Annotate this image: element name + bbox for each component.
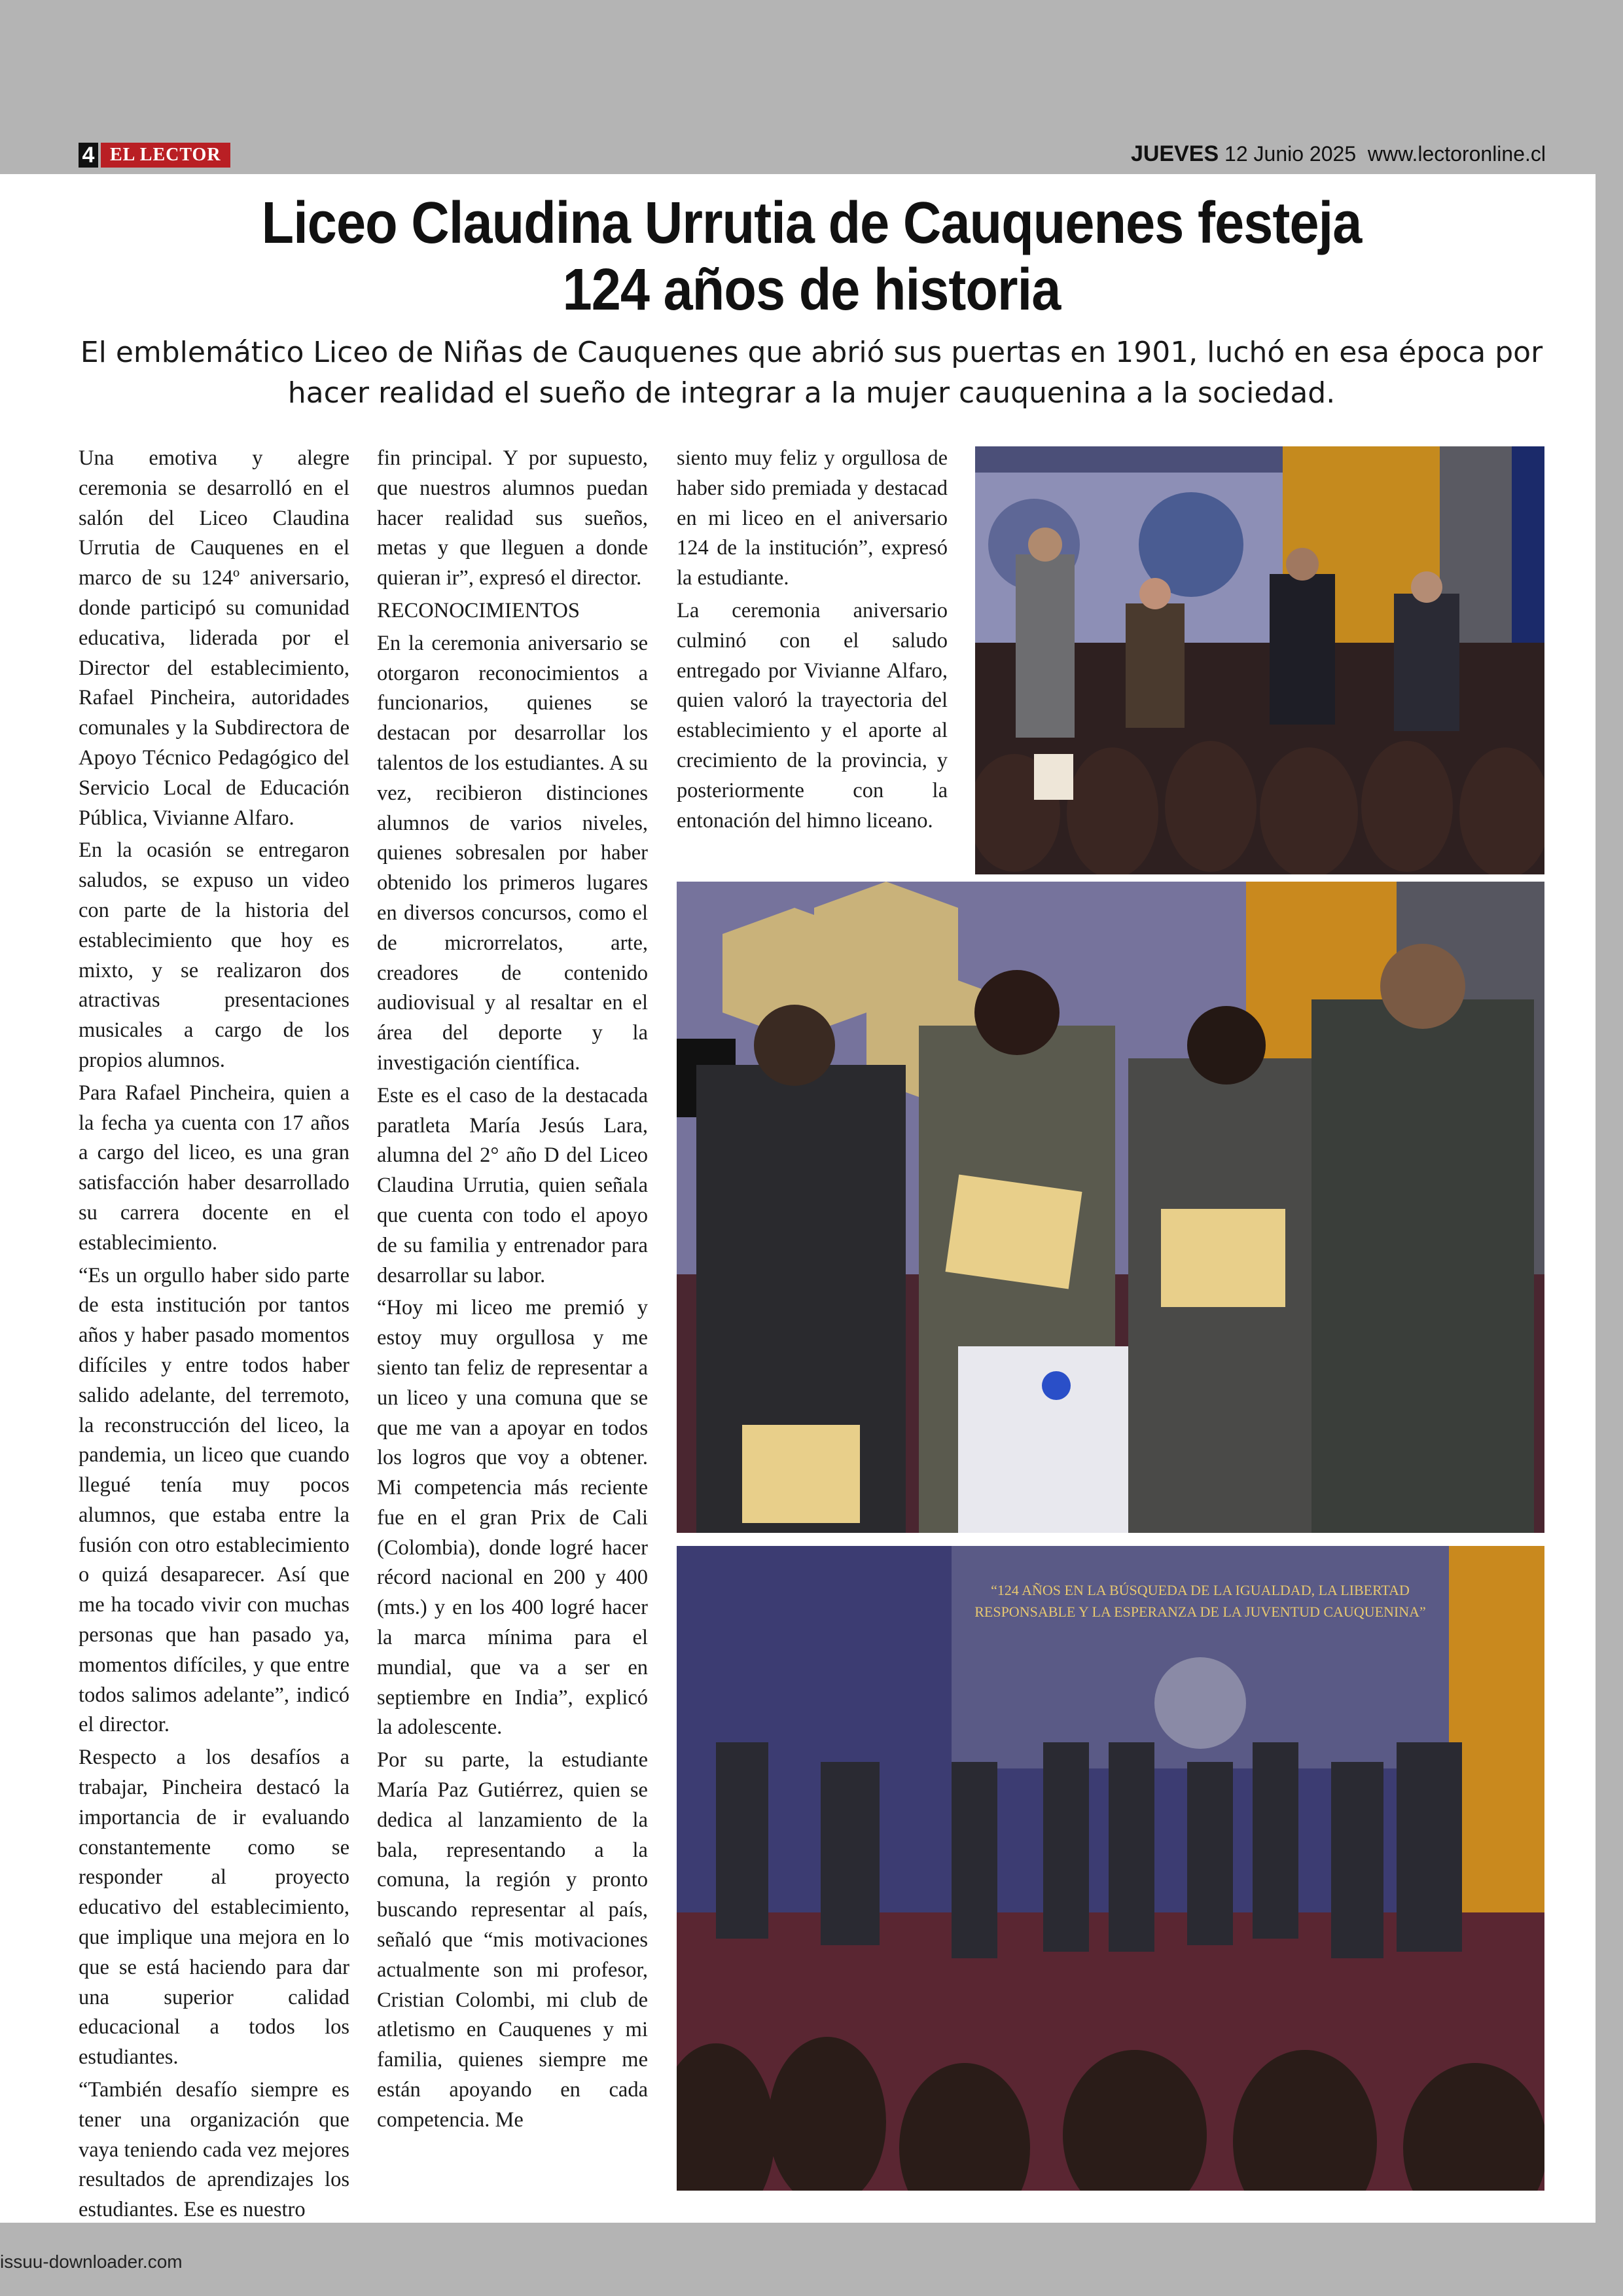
date-line (1131, 141, 1546, 167)
photo-musical-presentation (677, 1546, 1544, 2191)
photo-musical-presentation-image (677, 1546, 1544, 2191)
paragraph: “Es un orgullo haber sido parte de esta institución por tantos años y haber pasado momentos difíciles y entre todos haber salido adelante, del terremoto, la reconstrucción del liceo, la pandemia, un liceo que cuando llegué tenía muy pocos alumnos, que estaba entre la fusión con otro establecimiento o quizá desaparecer. Así que me ha tocado vivir con muchas personas que han pasado ya, momentos difíciles, y que entre todos salimos adelante”, indicó el director. (79, 1263, 349, 1737)
article-column-2 (377, 444, 648, 2178)
article-column-1 (79, 444, 349, 2222)
paragraph: fin principal. Y por supuesto, que nuestros alumnos puedan hacer realidad sus sueños, metas y que lleguen a donde quieran ir”, expresó el director. (377, 446, 648, 590)
photo-ceremony-stage (975, 446, 1544, 874)
paragraph: “También desafío siempre es tener una organización que vaya teniendo cada vez mejores resultados de aprendizajes los estudiantes. Ese es nuestro (79, 2078, 349, 2222)
banner-text-line-1: “124 AÑOS EN LA BÚSQUEDA DE LA IGUALDAD, LA LIBERTAD (991, 1582, 1410, 1598)
page-number: 4 (79, 143, 98, 168)
paragraph: Este es el caso de la destacada paratleta María Jesús Lara, alumna del 2° año D del Liceo Claudina Urrutia, quien señala que cuenta con todo el apoyo de su familia y entrenador para desarrollar su labor. (377, 1083, 648, 1287)
headline-line-2: 124 años de historia (562, 257, 1061, 323)
article-column-3 (677, 444, 948, 869)
weekday: JUEVES (1130, 141, 1219, 166)
paragraph: En la ocasión se entregaron saludos, se expuso un video con parte de la historia del establecimiento que hoy es mixto, y se realizaron dos atractivas presentaciones musicales a cargo de los propios alumnos. (79, 838, 349, 1072)
paragraph: Una emotiva y alegre ceremonia se desarrolló en el salón del Liceo Claudina Urrutia de Cauquenes en el marco de su 124º aniversario, donde participó su comunidad educativa, liderada por el Director del establecimiento, Rafael Pincheira, autoridades comunales y la Subdirectora de Apoyo Técnico Pedagógico del Servicio Local de Educación Pública, Vivianne Alfaro. (79, 446, 349, 830)
photo-ceremony-stage-image (975, 446, 1544, 874)
paragraph: En la ceremonia aniversario se otorgaron reconocimientos a funcionarios, quienes se destacan por desarrollar los talentos de los estudiantes. A su vez, recibieron distinciones alumnos de varios niveles, quienes sobresalen por haber obtenido los primeros lugares en diversos concursos, como el de microrrelatos, arte, creadores de contenido audiovisual y al resaltar en el área del deporte y la investigación científica. (377, 631, 648, 1075)
photo-award-students (677, 882, 1544, 1533)
banner-text-line-2: RESPONSABLE Y LA ESPERANZA DE LA JUVENTUD CAUQUENINA” (974, 1604, 1426, 1620)
page-badge (79, 143, 230, 168)
paragraph: Por su parte, la estudiante María Paz Gutiérrez, quien se dedica al lanzamiento de la bala, representando a la comuna, la región y pronto buscando representar al país, señaló que “mis motivaciones actualmente son mi profesor, Cristian Colombi, mi club de atletismo en Cauquenes y mi familia, quienes siempre me están apoyando en cada competencia. Me (377, 1748, 648, 2132)
paragraph: Para Rafael Pincheira, quien a la fecha ya cuenta con 17 años a cargo del liceo, es una gran satisfacción haber desarrollado su carrera docente en el establecimiento. (79, 1081, 349, 1255)
headline-line-1: Liceo Claudina Urrutia de Cauquenes festeja (261, 190, 1362, 256)
photo-award-students-image (677, 882, 1544, 1533)
section-subhead: RECONOCIMIENTOS (377, 598, 580, 622)
deck-subtitle: El emblemático Liceo de Niñas de Cauquenes que abrió sus puertas en 1901, luchó en esa época por hacer realidad el sueño de integrar a la mujer cauquenina a la sociedad. (80, 336, 1543, 410)
paragraph: La ceremonia aniversario culminó con el saludo entregado por Vivianne Alfaro, quien valoró la trayectoria del establecimiento y el aporte al crecimiento de la provincia, y posteriormente con la entonación del himno liceano. (677, 598, 948, 833)
paragraph: Respecto a los desafíos a trabajar, Pincheira destacó la importancia de ir evaluando constantemente como se responder al proyecto educativo del establecimiento, que implique una mejora en lo que se está haciendo para dar una superior calidad educacional a todos los estudiantes. (79, 1746, 349, 2070)
paragraph: siento muy feliz y orgullosa de haber sido premiada y destacad en mi liceo en el aniversario 124 de la institución”, expresó la estudiante. (677, 446, 948, 590)
watermark: issuu-downloader.com (0, 2251, 183, 2272)
paragraph: “Hoy mi liceo me premió y estoy muy orgullosa y me siento tan feliz de representar a un liceo y una comuna que se que me van a apoyar en todos los logros que voy a obtener. Mi competencia más reciente fue en el gran Prix de Cali (Colombia), donde logré hacer récord nacional en 200 y 400 (mts.) y en los 400 logré hacer la marca mínima para el mundial, que va a ser en septiembre en India”, explicó la adolescente. (377, 1296, 648, 1740)
issue-date: 12 Junio 2025 (1224, 142, 1357, 166)
website-url: www.lectoronline.cl (1367, 142, 1546, 166)
headline (169, 190, 1454, 323)
newspaper-logo: EL LECTOR (101, 143, 230, 168)
